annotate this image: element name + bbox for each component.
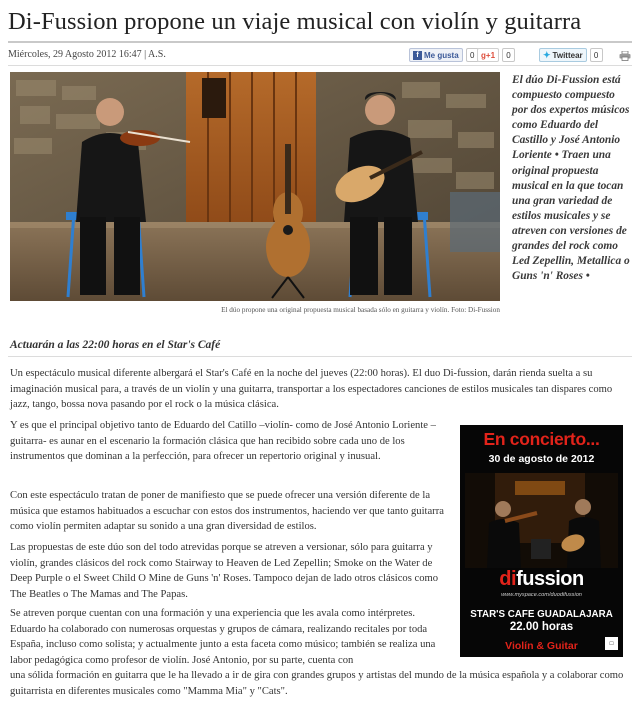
twitter-bird-icon: ✦ bbox=[543, 49, 551, 60]
gplus-icon: g bbox=[481, 50, 486, 60]
facebook-like-button[interactable] bbox=[409, 48, 479, 62]
poster-url: www.myspace.com/duodifussion bbox=[501, 592, 582, 598]
twitter-button[interactable] bbox=[539, 48, 603, 62]
facebook-like-control[interactable] bbox=[409, 48, 463, 62]
poster-brand-prefix: di bbox=[499, 568, 517, 590]
article-title: Di-Fussion propone un viaje musical con violín y guitarra bbox=[8, 8, 582, 35]
poster-headline: En concierto... bbox=[483, 429, 600, 449]
poster-venue: STAR'S CAFE GUADALAJARA bbox=[470, 609, 613, 620]
paragraph-4: Las propuestas de este dúo son del todo atrevidas porque se atreven a versionar, sólo para guitarra y violín, grandes clásicos del rock como Stairway to Heaven de Led Zepellin; Smoke on the Water de Deep Purple o el Sweet Child O Mine de Guns 'n' Roses. Tampoco dejan de lado otros clásicos como The Beatles o The Mamas and The Papas. bbox=[10, 542, 439, 600]
poster-brand-suffix: fussion bbox=[516, 568, 584, 590]
twitter-control[interactable] bbox=[539, 48, 587, 62]
poster-corner-logo-icon: □ bbox=[605, 637, 618, 650]
subheading-divider bbox=[8, 356, 632, 357]
paragraph-2: Y es que el principal objetivo tanto de Eduardo del Catillo –violín- como de José Antonio Loriente –guitarra- es aunar en el escenario la formación clásica que han recibido sobre cada uno de los instrumentos que dominan a la perfección, para ofrecer un repertorio original y inusual. bbox=[10, 420, 436, 462]
poster-time: 22.00 horas bbox=[509, 621, 574, 633]
paragraph-3: Con este espectáculo tratan de poner de manifiesto que se puede ofrecer una versión diferente de la música que estamos habituados a escuchar con estos dos instrumentos, haciendo ver que tanto guitarra como violín permiten adaptar su sonido a una gran diversidad de estilos. bbox=[10, 490, 444, 532]
twitter-label: Twittear bbox=[552, 50, 583, 60]
poster-instruments: Violín & Guitar bbox=[505, 640, 578, 652]
title-divider bbox=[8, 41, 632, 43]
facebook-like-label: Me gusta bbox=[424, 50, 459, 60]
poster-date: 30 de agosto de 2012 bbox=[488, 453, 595, 465]
poster-brand bbox=[466, 568, 617, 591]
meta-divider bbox=[8, 65, 632, 66]
paragraph-5-part-2: una sólida formación en guitarra que le ha llevado a ir de gira con grandes grupos y artistas del mundo de la música española y a colaborar como guitarrista en diferentes musicales como "Mamma Mia" y "Cats". bbox=[10, 670, 624, 697]
gplus-label: +1 bbox=[485, 50, 496, 60]
concert-poster bbox=[460, 425, 623, 657]
gplus-count: 0 bbox=[502, 48, 515, 62]
article-meta: Miércoles, 29 Agosto 2012 16:47 | A.S. bbox=[8, 49, 166, 60]
facebook-like-count: 0 bbox=[466, 48, 479, 62]
print-icon[interactable] bbox=[619, 51, 631, 61]
poster-photo bbox=[465, 473, 618, 568]
article-summary-sidebar: El dúo Di-Fussion está compuesto compuesto por dos expertos músicos como Eduardo del Castillo y José Antonio Loriente • Traen una original propuesta musical en la que tocan una gran variedad de estilos musicales y se atreven con versiones de grandes del rock como Led Zepellin, Metallica o Guns 'n' Roses • bbox=[512, 74, 630, 283]
gplus-button[interactable] bbox=[477, 48, 515, 62]
facebook-icon: f bbox=[413, 51, 422, 60]
twitter-count: 0 bbox=[590, 48, 603, 62]
paragraph-5-part-1: Se atreven porque cuentan con una formación y una experiencia que les avala como intérpretes. Eduardo ha colaborado con numerosas orquestas y grupos de cámara, realizando recitales por toda España, incluso como solista; y actualmente junto a esta faceta como músico; también se realiza una labor pedagógica como profesor de violín. José Antonio, por su parte, cuenta con bbox=[10, 608, 436, 666]
gplus-control[interactable] bbox=[477, 48, 499, 62]
article-subheading: Actuarán a las 22:00 horas en el Star's Café bbox=[10, 339, 221, 351]
duo-performance-photo bbox=[10, 72, 500, 301]
photo-caption: El dúo propone una original propuesta musical basada sólo en guitarra y violín. Foto: Di-Fussion bbox=[221, 306, 500, 314]
paragraph-1: Un espectáculo musical diferente albergará el Star's Café en la noche del jueves (22:00 horas). El duo Di-fussion, darán rienda suelta a su imaginación musical para, a través de un violín y una guitarra, transportar a los espectadores canciones de estilos musicales tan dispares como jazz, tango, bossa nova pasando por el rock o la música clásica. bbox=[10, 368, 613, 410]
